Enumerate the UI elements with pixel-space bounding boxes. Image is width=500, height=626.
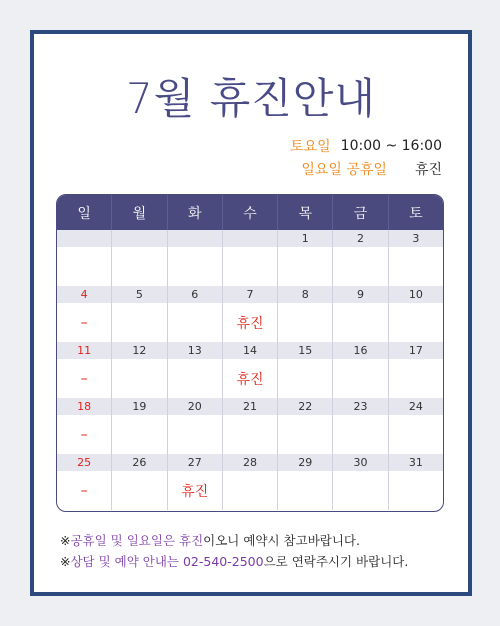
date-cell: 6 xyxy=(167,286,222,303)
date-cell: 30 xyxy=(332,454,387,471)
sunday-holiday-label: 일요일 공휴일 xyxy=(301,161,387,178)
date-cell: 3 xyxy=(388,230,443,247)
note-line-1 xyxy=(60,530,408,551)
day-name-tue: 화 xyxy=(167,195,222,230)
calendar-week xyxy=(57,454,443,510)
date-cell xyxy=(222,230,277,247)
closure-mark xyxy=(277,247,332,286)
note-highlight-1: 공휴일 및 일요일은 휴진 xyxy=(70,533,204,548)
closure-mark xyxy=(111,247,166,286)
calendar-week xyxy=(57,286,443,342)
day-name-sat: 토 xyxy=(388,195,443,230)
saturday-label: 토요일 xyxy=(290,138,331,155)
date-cell: 24 xyxy=(388,398,443,415)
calendar-header xyxy=(57,195,443,230)
status-row xyxy=(57,247,443,286)
date-cell: 8 xyxy=(277,286,332,303)
closure-mark xyxy=(57,247,111,286)
closure-mark: – xyxy=(80,370,88,387)
date-cell: 5 xyxy=(111,286,166,303)
date-cell: 1 xyxy=(277,230,332,247)
day-name-sun: 일 xyxy=(77,205,91,222)
date-cell xyxy=(57,230,111,247)
notice-frame xyxy=(30,30,472,596)
closure-mark xyxy=(222,415,277,454)
calendar-week xyxy=(57,342,443,398)
date-cell: 21 xyxy=(222,398,277,415)
closure-mark xyxy=(332,303,387,342)
closure-mark xyxy=(222,471,277,510)
date-cell: 29 xyxy=(277,454,332,471)
date-cell: 14 xyxy=(222,342,277,359)
closure-mark: – xyxy=(80,314,88,331)
sunday-holiday-value: 휴진 xyxy=(414,161,442,178)
closure-mark: 휴진 xyxy=(167,471,222,510)
closure-mark xyxy=(277,359,332,398)
closure-mark xyxy=(111,415,166,454)
date-cell: 9 xyxy=(332,286,387,303)
closure-mark xyxy=(167,303,222,342)
date-cell: 20 xyxy=(167,398,222,415)
note-text-1: 이오니 예약시 참고바랍니다. xyxy=(203,533,360,548)
closure-mark xyxy=(388,415,443,454)
calendar-week xyxy=(57,230,443,286)
page-title: 7월 휴진안내 xyxy=(126,74,376,123)
date-row xyxy=(57,454,443,471)
date-cell: 18 xyxy=(77,400,92,413)
date-cell: 10 xyxy=(388,286,443,303)
status-row xyxy=(57,359,443,398)
closure-mark xyxy=(167,359,222,398)
closure-mark xyxy=(277,471,332,510)
closure-mark xyxy=(277,303,332,342)
date-row xyxy=(57,398,443,415)
date-cell: 28 xyxy=(222,454,277,471)
saturday-value: 10:00 ~ 16:00 xyxy=(340,137,442,154)
day-name-fri: 금 xyxy=(332,195,387,230)
status-row xyxy=(57,415,443,454)
closure-mark xyxy=(167,415,222,454)
day-name-thu: 목 xyxy=(277,195,332,230)
hours-info xyxy=(242,134,442,180)
closure-mark xyxy=(111,359,166,398)
note-line-2 xyxy=(60,551,408,572)
calendar-weeks xyxy=(57,230,443,510)
date-cell: 17 xyxy=(388,342,443,359)
date-cell: 25 xyxy=(77,456,92,469)
status-row xyxy=(57,471,443,510)
status-row xyxy=(57,303,443,342)
closure-mark xyxy=(111,471,166,510)
date-cell: 15 xyxy=(277,342,332,359)
day-name-wed: 수 xyxy=(222,195,277,230)
date-cell: 31 xyxy=(388,454,443,471)
date-cell: 23 xyxy=(332,398,387,415)
date-cell: 27 xyxy=(167,454,222,471)
closure-mark xyxy=(222,247,277,286)
closure-mark: – xyxy=(80,482,88,499)
closure-mark xyxy=(111,303,166,342)
date-cell: 22 xyxy=(277,398,332,415)
sunday-holiday-hours xyxy=(242,157,442,180)
closure-mark xyxy=(388,471,443,510)
closure-mark xyxy=(332,247,387,286)
closure-mark xyxy=(277,415,332,454)
closure-mark xyxy=(167,247,222,286)
date-row xyxy=(57,342,443,359)
date-cell: 19 xyxy=(111,398,166,415)
date-cell: 11 xyxy=(77,344,92,357)
day-name-mon: 월 xyxy=(111,195,166,230)
closure-mark xyxy=(332,471,387,510)
closure-mark xyxy=(388,359,443,398)
date-row xyxy=(57,230,443,247)
closure-mark xyxy=(388,303,443,342)
note-mark-1: ※ xyxy=(60,533,71,548)
notes xyxy=(60,530,408,572)
date-cell: 4 xyxy=(80,288,88,301)
date-row xyxy=(57,286,443,303)
closure-mark: – xyxy=(80,426,88,443)
note-text-2: 으로 연락주시기 바랍니다. xyxy=(263,554,409,569)
closure-mark xyxy=(388,247,443,286)
calendar xyxy=(56,194,444,512)
date-cell: 26 xyxy=(111,454,166,471)
date-cell: 2 xyxy=(332,230,387,247)
closure-mark xyxy=(332,415,387,454)
closure-mark: 휴진 xyxy=(222,303,277,342)
closure-mark xyxy=(332,359,387,398)
date-cell: 16 xyxy=(332,342,387,359)
date-cell xyxy=(111,230,166,247)
date-cell: 12 xyxy=(111,342,166,359)
saturday-hours xyxy=(242,134,442,157)
date-cell: 7 xyxy=(222,286,277,303)
note-mark-2: ※ xyxy=(60,554,71,569)
date-cell xyxy=(167,230,222,247)
note-highlight-2: 상담 및 예약 안내는 02-540-2500 xyxy=(70,554,264,569)
calendar-week xyxy=(57,398,443,454)
date-cell: 13 xyxy=(167,342,222,359)
closure-mark: 휴진 xyxy=(222,359,277,398)
